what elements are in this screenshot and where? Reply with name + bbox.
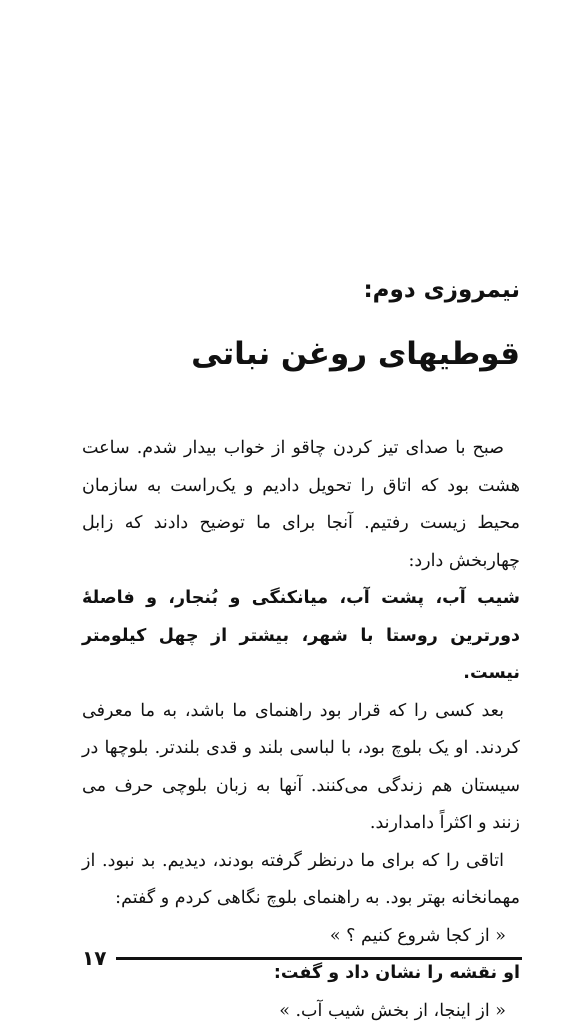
paragraph-2-bold: شیب آب، پشت آب، میانکنگی و بُنجار، و فاصلهٔ دورترین روستا با شهر، بیشتر از چهل کیلومتر نیست. [82, 580, 520, 693]
page-number: ۱۷ [82, 944, 106, 972]
chapter-title: قوطیهای روغن نباتی [60, 328, 520, 380]
paragraph-4: اتاقی را که برای ما درنظر گرفته بودند، دیدیم. بد نبود. از مهمانخانه بهتر بود. به راهنمای بلوچ نگاهی کردم و گفتم: [82, 843, 520, 918]
paragraph-3: بعد کسی را که قرار بود راهنمای ما باشد، به ما معرفی کردند. او یک بلوچ بود، با لباسی بلند و قدی بلندتر. بلوچها در سیستان هم زندگی می‌کنند. آنها به زبان بلوچی حرف می زنند و اکثراً دامدارند. [82, 693, 520, 843]
paragraph-1: صبح با صدای تیز کردن چاقو از خواب بیدار شدم. ساعت هشت بود که اتاق را تحویل دادیم و یک‌راست به سازمان محیط زیست رفتیم. آنجا برای ما توضیح دادند که زابل چهاربخش دارد: [82, 430, 520, 580]
quote-question: « از کجا شروع کنیم ؟ » [82, 918, 520, 956]
chapter-subtitle: نیمروزی دوم: [60, 270, 520, 310]
quote-answer: « از اینجا، از بخش شیب آب. » [82, 993, 520, 1030]
footer-rule [116, 957, 522, 960]
page-footer [82, 944, 522, 972]
body-text [82, 430, 520, 1030]
paragraph-6-bold: او نقشه را نشان داد و گفت: [82, 955, 520, 993]
